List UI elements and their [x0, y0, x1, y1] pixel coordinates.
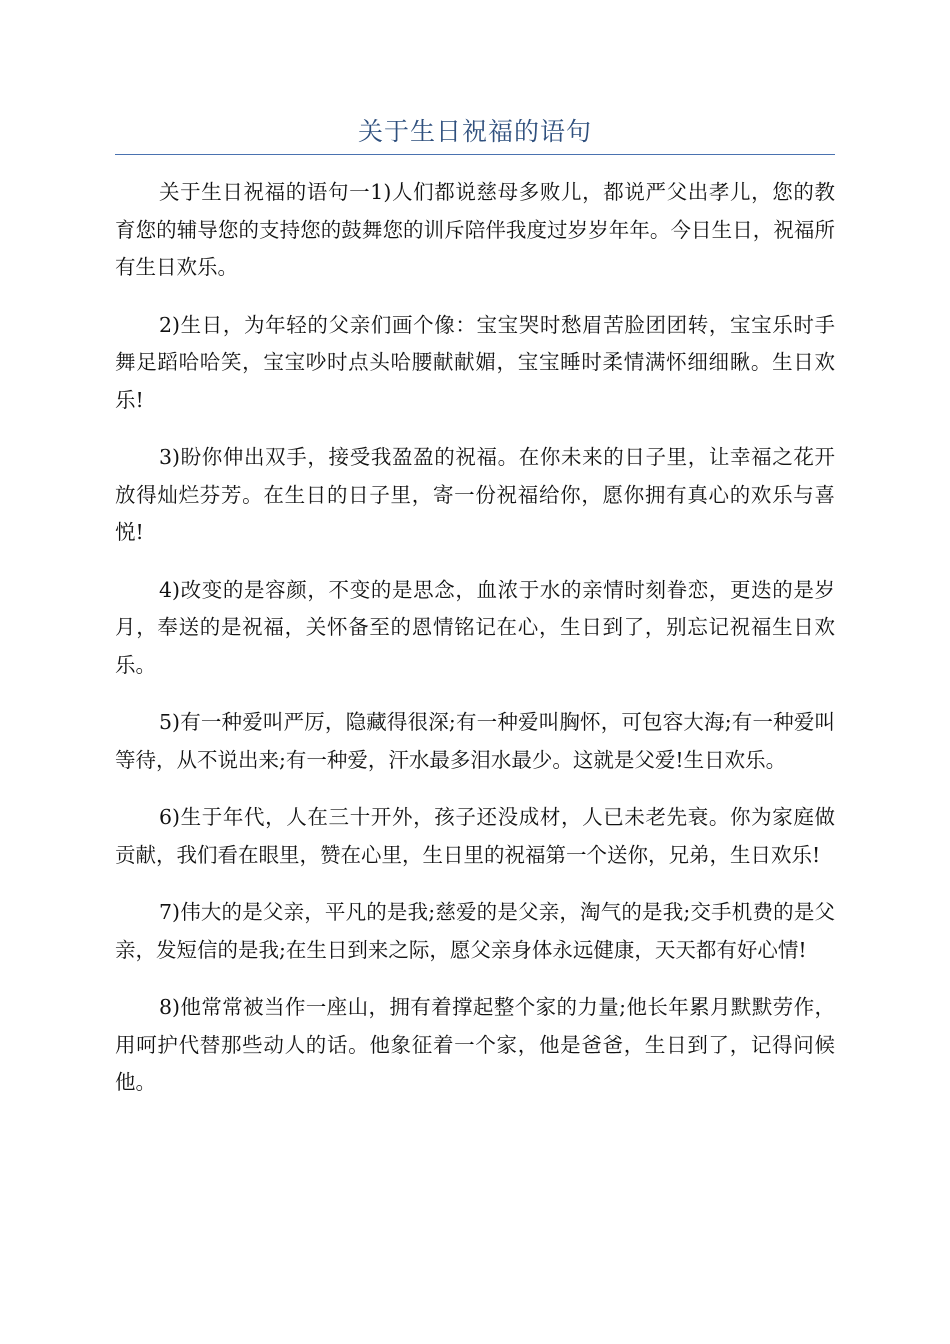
- paragraph-2: 2)生日，为年轻的父亲们画个像：宝宝哭时愁眉苦脸团团转，宝宝乐时手舞足蹈哈哈笑，宝宝吵时点头哈腰献献媚，宝宝睡时柔情满怀细细瞅。生日欢乐!: [115, 312, 835, 412]
- document-body: [115, 174, 835, 1122]
- paragraph-3: 3)盼你伸出双手，接受我盈盈的祝福。在你未来的日子里，让幸福之花开放得灿烂芬芳。在生日的日子里，寄一份祝福给你，愿你拥有真心的欢乐与喜悦!: [115, 445, 835, 544]
- paragraph-5: 5)有一种爱叫严厉，隐藏得很深;有一种爱叫胸怀，可包容大海;有一种爱叫等待，从不说出来;有一种爱，汗水最多泪水最少。这就是父爱!生日欢乐。: [115, 710, 835, 772]
- document-title: 关于生日祝福的语句: [357, 117, 592, 146]
- title-underline: [115, 154, 835, 155]
- paragraph-6: 6)生于年代，人在三十开外，孩子还没成材，人已未老先衰。你为家庭做贡献，我们看在眼里，赞在心里，生日里的祝福第一个送你，兄弟，生日欢乐!: [115, 805, 835, 867]
- paragraph-8: 8)他常常被当作一座山，拥有着撑起整个家的力量;他长年累月默默劳作，用呵护代替那些动人的话。他象征着一个家，他是爸爸，生日到了，记得问候他。: [115, 995, 835, 1094]
- paragraph-7: 7)伟大的是父亲，平凡的是我;慈爱的是父亲，淘气的是我;交手机费的是父亲，发短信的是我;在生日到来之际，愿父亲身体永远健康，天天都有好心情!: [115, 900, 835, 962]
- paragraph-1: 关于生日祝福的语句一1)人们都说慈母多败儿，都说严父出孝儿，您的教育您的辅导您的支持您的鼓舞您的训斥陪伴我度过岁岁年年。今日生日，祝福所有生日欢乐。: [115, 180, 835, 279]
- paragraph-4: 4)改变的是容颜，不变的是思念，血浓于水的亲情时刻眷恋，更迭的是岁月，奉送的是祝福，关怀备至的恩情铭记在心，生日到了，别忘记祝福生日欢乐。: [115, 577, 835, 677]
